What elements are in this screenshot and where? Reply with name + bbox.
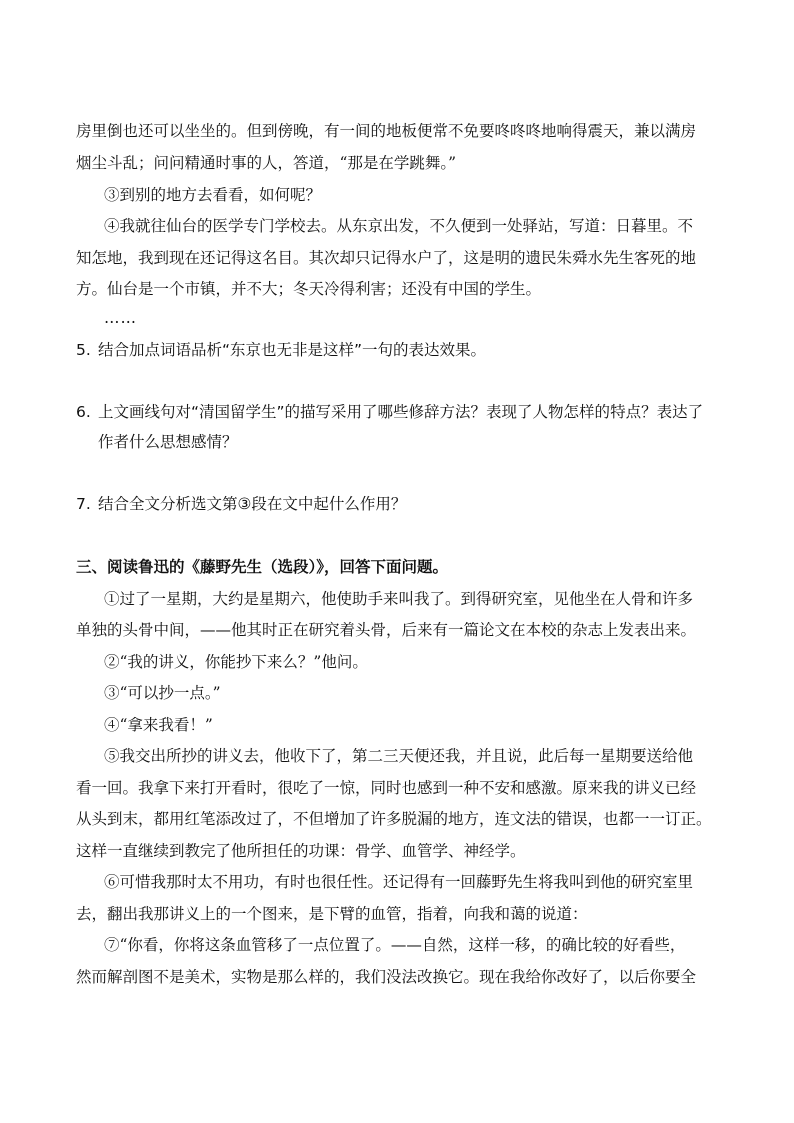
question-number: 7.: [76, 495, 91, 513]
question-text: 结合加点词语品析“东京也无非是这样”一句的表达效果。: [98, 341, 487, 359]
passage-paragraph-4: ④“拿来我看！”: [104, 716, 213, 734]
passage-line: 知怎地，我到现在还记得这名目。其次却只记得水户了，这是明的遗民朱舜水先生客死的地: [76, 249, 697, 267]
section-3-heading: 三、阅读鲁迅的《藤野先生（选段）》，回答下面问题。: [76, 558, 449, 576]
passage-paragraph-2: ②“我的讲义，你能抄下来么？”他问。: [104, 653, 368, 671]
passage-line: 然而解剖图不是美术，实物是那么样的，我们没法改换它。现在我给你改好了，以后你要全: [76, 968, 697, 986]
passage-paragraph-1: ①过了一星期，大约是星期六，他使助手来叫我了。到得研究室，见他坐在人骨和许多: [104, 590, 694, 608]
passage-paragraph-3: ③“可以抄一点。”: [104, 684, 221, 702]
ellipsis: ……: [104, 309, 137, 327]
question-5: [76, 340, 486, 360]
passage-paragraph-3: ③到别的地方去看看，如何呢？: [104, 186, 322, 204]
question-number: 6.: [76, 403, 91, 421]
passage-paragraph-4: ④我就往仙台的医学专门学校去。从东京出发，不久便到一处驿站，写道：日暮里。不: [104, 217, 694, 235]
passage-line: 烟尘斗乱；问问精通时事的人，答道，“那是在学跳舞。”: [76, 154, 457, 172]
passage-line: 方。仙台是一个市镇，并不大；冬天冷得利害；还没有中国的学生。: [76, 280, 542, 298]
question-6: [76, 402, 703, 422]
passage-line: 这样一直继续到教完了他所担任的功课：骨学、血管学、神经学。: [76, 842, 526, 860]
passage-paragraph-5: ⑤我交出所抄的讲义去，他收下了，第二三天便还我，并且说，此后每一星期要送给他: [104, 747, 694, 765]
passage-line: 从头到末，都用红笔添改过了，不但增加了许多脱漏的地方，连文法的错误，也都一一订正。: [76, 810, 712, 828]
passage-line: 看一回。我拿下来打开看时，很吃了一惊，同时也感到一种不安和感激。原来我的讲义已经: [76, 779, 697, 797]
passage-line: 单独的头骨中间，——他其时正在研究着头骨，后来有一篇论文在本校的杂志上发表出来。: [76, 621, 697, 639]
passage-line: 房里倒也还可以坐坐的。但到傍晚，有一间的地板便常不免要咚咚咚地响得震天，兼以满房: [76, 122, 697, 140]
question-text: 结合全文分析选文第③段在文中起什么作用？: [98, 495, 407, 513]
passage-line: 去，翻出我那讲义上的一个图来，是下臂的血管，指着，向我和蔼的说道：: [76, 905, 588, 923]
question-6-continuation: 作者什么思想感情？: [98, 433, 238, 451]
question-7: [76, 494, 406, 514]
passage-paragraph-7: ⑦“你看，你将这条血管移了一点位置了。——自然，这样一移，的确比较的好看些，: [104, 936, 686, 954]
question-text: 上文画线句对“清国留学生”的描写采用了哪些修辞方法？表现了人物怎样的特点？表达了: [98, 403, 704, 421]
question-number: 5.: [76, 341, 91, 359]
passage-paragraph-6: ⑥可惜我那时太不用功，有时也很任性。还记得有一回藤野先生将我叫到他的研究室里: [104, 873, 694, 891]
